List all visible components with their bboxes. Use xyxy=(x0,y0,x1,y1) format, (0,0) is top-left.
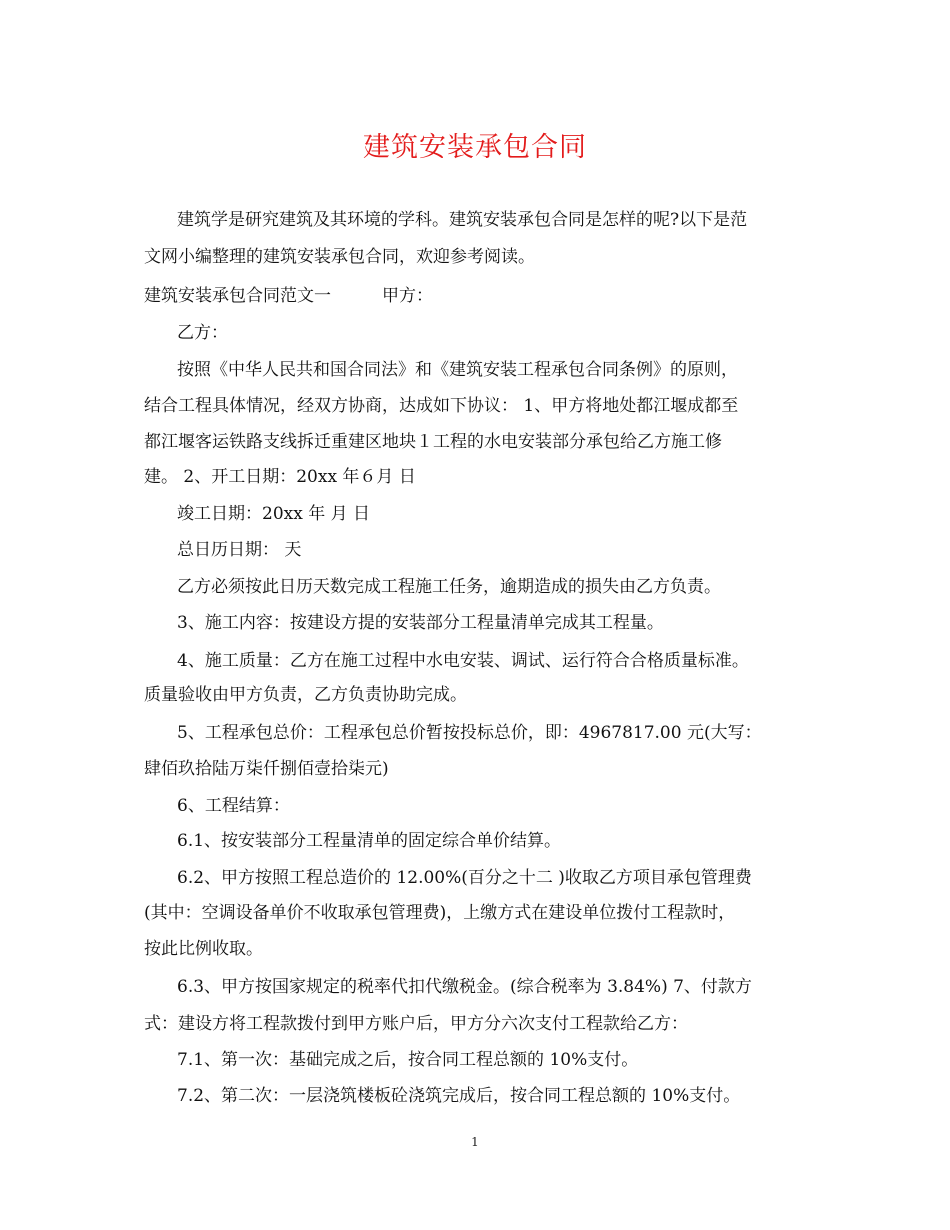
paragraph-line: 7.1、第一次：基础完成之后，按合同工程总额的 10%支付。 xyxy=(177,1050,639,1070)
paragraph-line: 乙方必须按此日历天数完成工程施工任务，逾期造成的损失由乙方负责。 xyxy=(177,577,721,597)
paragraph-line: 建。 2、开工日期：20xx 年６月 日 xyxy=(144,467,416,487)
paragraph-line: 5、工程承包总价：工程承包总价暂按投标总价，即：4967817.00 元(大写： xyxy=(177,723,762,743)
paragraph-line: 按此比例收取。 xyxy=(144,939,263,959)
page-number: 1 xyxy=(471,1135,479,1149)
document-title: 建筑安装承包合同 xyxy=(363,132,587,163)
paragraph-line: 6.1、按安装部分工程量清单的固定综合单价结算。 xyxy=(177,831,562,851)
paragraph-line: 文网小编整理的建筑安装承包合同，欢迎参考阅读。 xyxy=(144,247,535,267)
paragraph-line: 总日历日期： 天 xyxy=(177,540,302,560)
paragraph-line: 乙方： xyxy=(177,323,228,343)
paragraph-line: 4、施工质量：乙方在施工过程中水电安装、调试、运行符合合格质量标准。 xyxy=(177,651,749,671)
paragraph-line: 肆佰玖拾陆万柒仟捌佰壹拾柒元) xyxy=(144,759,389,779)
paragraph-line: 3、施工内容：按建设方提的安装部分工程量清单完成其工程量。 xyxy=(177,613,664,633)
paragraph-line: 质量验收由甲方负责，乙方负责协助完成。 xyxy=(144,685,467,705)
paragraph-line: 6、工程结算： xyxy=(177,796,290,816)
paragraph-line: 结合工程具体情况，经双方协商，达成如下协议： 1、甲方将地处都江堰成都至 xyxy=(144,396,739,416)
paragraph-line: 竣工日期：20xx 年 月 日 xyxy=(177,504,371,524)
paragraph-line: 按照《中华人民共和国合同法》和《建筑安装工程承包合同条例》的原则， xyxy=(177,360,738,380)
paragraph-line: 建筑安装承包合同范文一 甲方： xyxy=(144,286,433,306)
paragraph-line: 6.3、甲方按国家规定的税率代扣代缴税金。(综合税率为 3.84%) 7、付款方 xyxy=(177,977,752,997)
paragraph-line: 都江堰客运铁路支线拆迁重建区地块１工程的水电安装部分承包给乙方施工修 xyxy=(144,432,722,452)
paragraph-line: 建筑学是研究建筑及其环境的学科。建筑安装承包合同是怎样的呢?以下是范 xyxy=(177,210,748,230)
paragraph-line: 7.2、第二次：一层浇筑楼板砼浇筑完成后，按合同工程总额的 10%支付。 xyxy=(177,1086,741,1106)
paragraph-line: (其中：空调设备单价不收取承包管理费)，上缴方式在建设单位拨付工程款时， xyxy=(144,903,736,923)
paragraph-line: 6.2、甲方按照工程总造价的 12.00%(百分之十二 )收取乙方项目承包管理费 xyxy=(177,868,752,888)
paragraph-line: 式：建设方将工程款拨付到甲方账户后，甲方分六次支付工程款给乙方： xyxy=(144,1014,688,1034)
